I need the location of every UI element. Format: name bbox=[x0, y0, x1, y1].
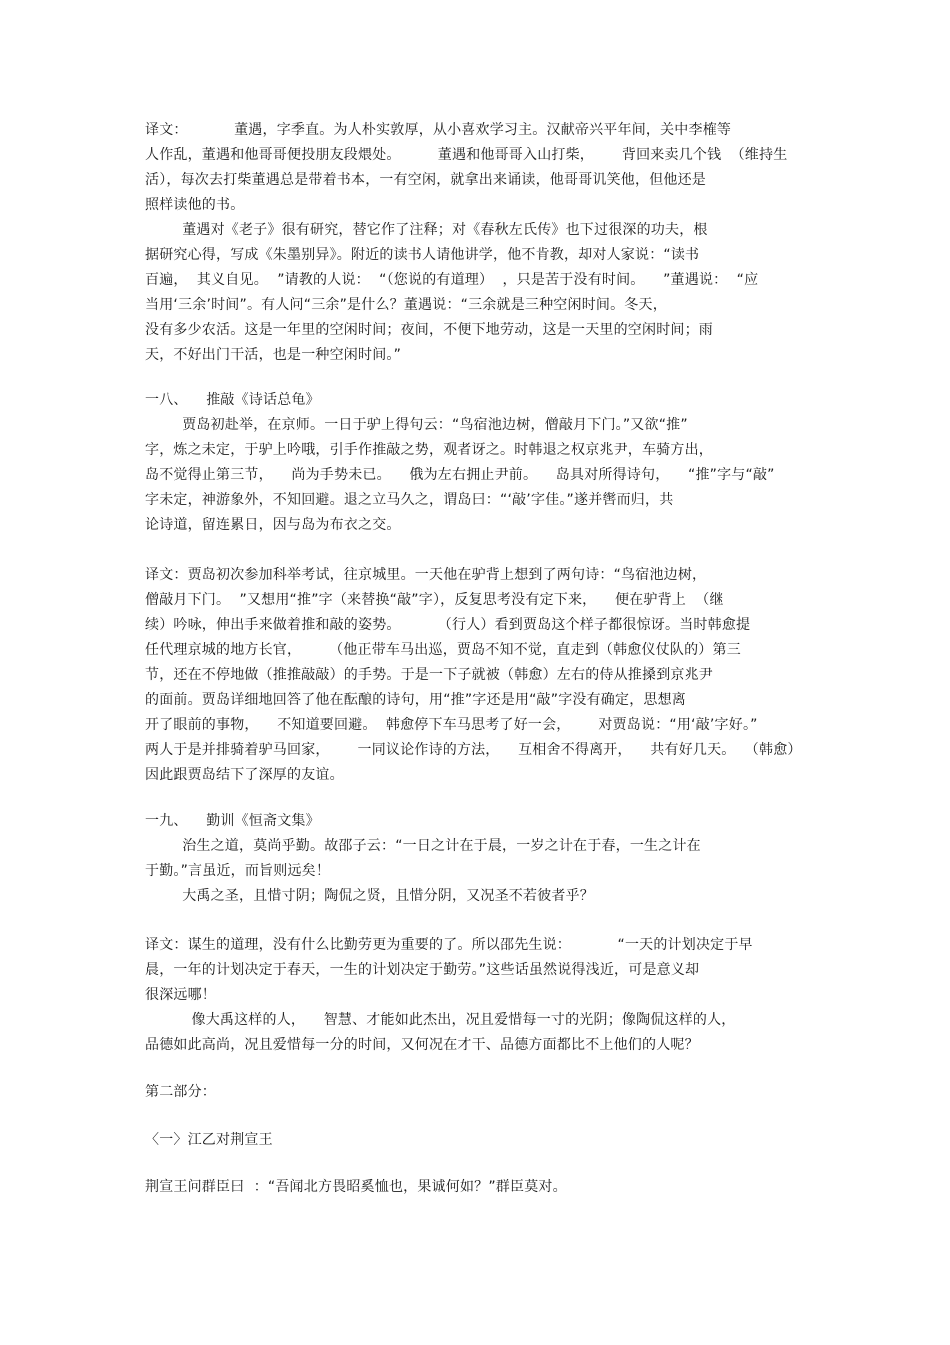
text-line: 字未定，神游象外，不知回避。退之立马久之，谓岛曰：“‘敲’字佳。”遂并辔而归，共 bbox=[145, 492, 674, 508]
text-line: 人作乱，董遇和他哥哥便投朋友段煨处。 董遇和他哥哥入山打柴， 背回来卖几个钱 （维持生 bbox=[145, 147, 788, 163]
text-line: 岛不觉得止第三节， 尚为手势未已。 俄为左右拥止尹前。 岛具对所得诗句， “推”字与“敲” bbox=[145, 467, 775, 483]
text-line: 大禹之圣，且惜寸阴；陶侃之贤，且惜分阴，又况圣不若彼者乎？ bbox=[145, 888, 594, 904]
text-line: 照样读他的书。 bbox=[145, 197, 245, 213]
text-line: 没有多少农活。这是一年里的空闲时间；夜间，不便下地劳动，这是一天里的空闲时间；雨 bbox=[145, 322, 713, 338]
text-line: 译文：贾岛初次参加科举考试，往京城里。一天他在驴背上想到了两句诗：“鸟宿池边树， bbox=[145, 567, 707, 583]
text-line: 论诗道，留连累日，因与岛为布衣之交。 bbox=[145, 517, 401, 533]
text-line: 晨，一年的计划决定于春天，一生的计划决定于勤劳。”这些话虽然说得浅近，可是意义却 bbox=[145, 962, 700, 978]
text-line: 品德如此高尚，况且爱惜每一分的时间，又何况在才干、品德方面都比不上他们的人呢？ bbox=[145, 1037, 699, 1053]
text-line: 像大禹这样的人， 智慧、才能如此杰出，况且爱惜每一寸的光阴；像陶侃这样的人， bbox=[145, 1012, 736, 1028]
text-line: 译文： 董遇，字季直。为人朴实敦厚，从小喜欢学习主。汉献帝兴平年间，关中李榷等 bbox=[145, 122, 732, 138]
text-line: 僧敲月下门。 ”又想用“推”字（来替换“敲”字），反复思考没有定下来， 便在驴背上 （继 bbox=[145, 592, 724, 608]
section-heading: 〈一〉江乙对荆宣王 bbox=[145, 1132, 273, 1148]
text-line: 很深远哪！ bbox=[145, 987, 216, 1003]
section-heading: 一九、 勤训《恒斋文集》 bbox=[145, 813, 320, 829]
text-line: 荆宣王问群臣曰 ：“吾闻北方畏昭奚恤也，果诚何如？”群臣莫对。 bbox=[145, 1179, 567, 1195]
text-line: 于勤。”言虽近，而旨则远矣！ bbox=[145, 863, 331, 879]
section-heading: 一八、 推敲《诗话总龟》 bbox=[145, 392, 320, 408]
part-heading: 第二部分： bbox=[145, 1084, 216, 1100]
text-line: 贾岛初赴举，在京师。一日于驴上得句云：“鸟宿池边树，僧敲月下门。”又欲“推” bbox=[145, 417, 688, 433]
text-line: 译文：谋生的道理，没有什么比勤劳更为重要的了。所以邵先生说： “一天的计划决定于早 bbox=[145, 937, 753, 953]
text-line: 的面前。贾岛详细地回答了他在酝酿的诗句，用“推”字还是用“敲”字没有确定，思想离 bbox=[145, 692, 687, 708]
text-line: 治生之道，莫尚乎勤。故邵子云：“一日之计在于晨，一岁之计在于春，一生之计在 bbox=[145, 838, 701, 854]
text-line: 当用‘三余’时间”。有人问“三余”是什么？董遇说：“三余就是三种空闲时间。冬天， bbox=[145, 297, 667, 313]
text-line: 据研究心得，写成《朱墨别异》。附近的读书人请他讲学，他不肯教，却对人家说：“读书 bbox=[145, 247, 700, 263]
text-line: 活），每次去打柴董遇总是带着书本，一有空闲，就拿出来诵读，他哥哥讥笑他，但他还是 bbox=[145, 172, 706, 188]
text-line: 任代理京城的地方长官， （他正带车马出巡，贾岛不知不觉，直走到（韩愈仪仗队的）第三 bbox=[145, 642, 741, 658]
text-line: 两人于是并排骑着驴马回家， 一同议论作诗的方法， 互相舍不得离开， 共有好几天。 （韩愈） bbox=[145, 742, 802, 758]
text-line: 节，还在不停地做（推推敲敲）的手势。于是一下子就被（韩愈）左右的侍从推搡到京兆尹 bbox=[145, 667, 713, 683]
text-line: 字，炼之未定，于驴上吟哦，引手作推敲之势，观者讶之。时韩退之权京兆尹，车骑方出， bbox=[145, 442, 713, 458]
text-line: 开了眼前的事物， 不知道要回避。 韩愈停下车马思考了好一会， 对贾岛说：“用‘敲’字好。” bbox=[145, 717, 758, 733]
text-line: 因此跟贾岛结下了深厚的友谊。 bbox=[145, 767, 344, 783]
text-line: 百遍， 其义自见。 ”请教的人说： “（您说的有道理） ，只是苦于没有时间。 ”董遇说： “应 bbox=[145, 272, 759, 288]
text-line: 天，不好出门干活，也是一种空闲时间。” bbox=[145, 347, 402, 363]
text-line: 董遇对《老子》很有研究，替它作了注释；对《春秋左氏传》也下过很深的功夫，根 bbox=[145, 222, 708, 238]
text-line: 续）吟咏，伸出手来做着推和敲的姿势。 （行人）看到贾岛这个样子都很惊讶。当时韩愈提 bbox=[145, 617, 751, 633]
